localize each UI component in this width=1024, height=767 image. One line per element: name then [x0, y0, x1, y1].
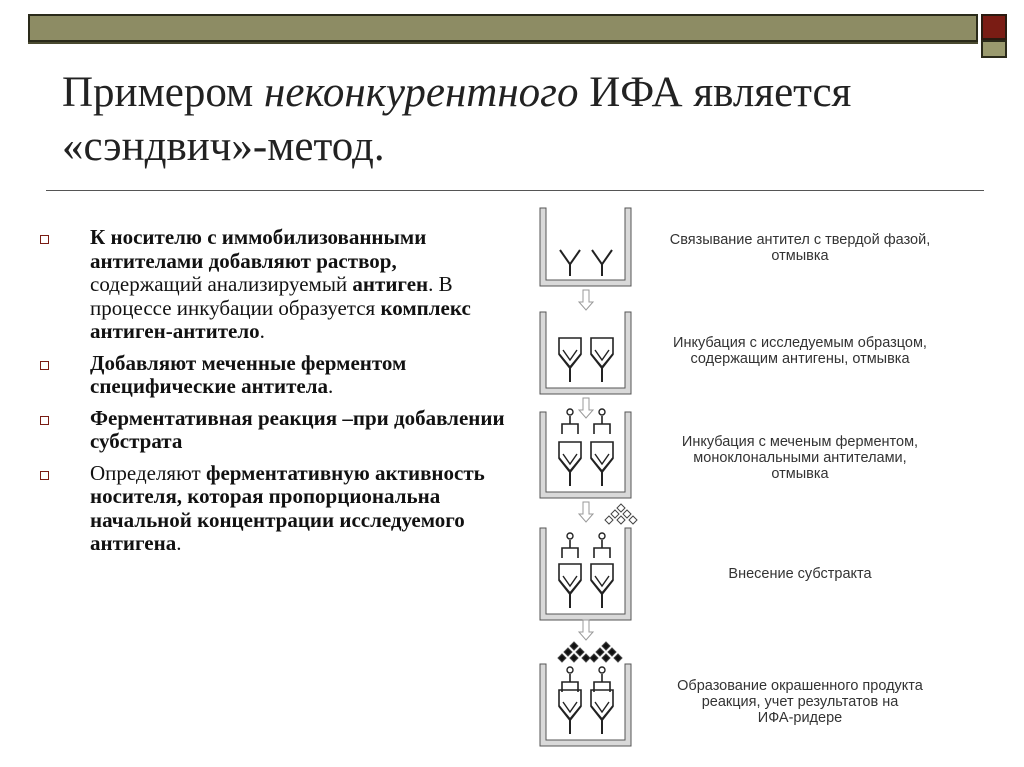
step-5-line-1: Образование окрашенного продукта: [677, 678, 923, 694]
product-diamond-icon: [602, 654, 610, 662]
down-arrow-icon: [579, 620, 593, 640]
bullet-text-segment: . В процессе инкубации образуется: [90, 272, 453, 320]
bullet-text-segment: .: [176, 531, 182, 555]
down-arrow-icon: [579, 290, 593, 310]
bullet-text-segment: .: [259, 319, 265, 343]
bullet-text-segment: К носителю с иммобилизованными антителами добавляют раствор,: [90, 225, 427, 273]
bullet-square-icon: [40, 471, 49, 480]
step-label-1: [640, 232, 960, 264]
bullet-square-icon: [40, 361, 49, 370]
bullet-text-segment: Добавляют меченные ферментом специфические антитела: [90, 350, 407, 398]
product-diamond-icon: [570, 654, 578, 662]
product-diamond-icon: [582, 654, 590, 662]
antigen-inner-icon: [595, 454, 609, 464]
title-line-2: «сэндвич»-метод.: [62, 123, 385, 170]
product-diamond-icon: [576, 648, 584, 656]
antigen-inner-icon: [563, 576, 577, 586]
well-icon: [540, 208, 631, 286]
step-1-line-1: Связывание антител с твердой фазой,: [669, 232, 931, 248]
antigen-inner-icon: [563, 702, 577, 712]
antigen-icon: [591, 690, 613, 719]
product-diamond-icon: [614, 654, 622, 662]
title-part-1: Примером: [62, 69, 265, 116]
title-divider: [46, 190, 984, 191]
product-diamond-icon: [608, 648, 616, 656]
bullet-text-segment: комплекс антиген-антитело: [90, 295, 471, 343]
bullet-text-segment: Определяют: [90, 460, 206, 485]
antigen-icon: [591, 564, 613, 593]
accent-square-red: [981, 14, 1007, 40]
antigen-icon: [591, 338, 613, 367]
antigen-icon: [559, 690, 581, 719]
bullet-item: [36, 352, 506, 399]
step-4-line-1: Внесение субстракта: [728, 566, 872, 582]
enzyme-label-icon: [567, 409, 573, 415]
step-5-line-2: реакция, учет результатов на: [701, 694, 899, 710]
bullet-list: [36, 226, 506, 564]
antigen-inner-icon: [595, 350, 609, 360]
product-diamond-icon: [602, 642, 610, 650]
substrate-diamond-icon: [629, 516, 637, 524]
step-3-line-3: отмывка: [771, 466, 829, 482]
bullet-square-icon: [40, 416, 49, 425]
step-2-line-2: содержащим антигены, отмывка: [690, 351, 910, 367]
antigen-icon: [559, 564, 581, 593]
elisa-diagram: [530, 200, 650, 755]
bullet-text-segment: антиген: [352, 272, 429, 296]
substrate-diamond-icon: [611, 510, 619, 518]
step-2-line-1: Инкубация с исследуемым образцом,: [673, 335, 927, 351]
enzyme-label-icon: [599, 409, 605, 415]
enzyme-label-icon: [567, 667, 573, 673]
step-label-5: [640, 678, 960, 726]
enzyme-label-icon: [599, 533, 605, 539]
bullet-text-segment: ферментативную активность носителя, которая пропорциональна начальной концентрации исследуемого антигена: [90, 460, 485, 555]
antigen-inner-icon: [595, 576, 609, 586]
substrate-diamond-icon: [617, 504, 625, 512]
labeled-antibody-icon: [594, 416, 610, 434]
bullet-text-segment: Ферментативная реакция –при добавлении субстрата: [90, 405, 505, 453]
product-diamond-icon: [590, 654, 598, 662]
antigen-inner-icon: [563, 350, 577, 360]
substrate-diamond-icon: [605, 516, 613, 524]
step-3-line-1: Инкубация с меченым ферментом,: [681, 434, 919, 450]
well-icon: [540, 664, 631, 746]
bullet-item: [36, 407, 506, 454]
antigen-icon: [591, 442, 613, 471]
title-bar-underline: [28, 42, 978, 44]
product-diamond-icon: [564, 648, 572, 656]
substrate-diamond-icon: [623, 510, 631, 518]
bullet-text-segment: .: [328, 374, 334, 398]
antigen-inner-icon: [595, 702, 609, 712]
slide-title: [62, 66, 962, 174]
step-3-line-2: моноклональными антителами,: [693, 450, 907, 466]
well-icon: [540, 412, 631, 498]
substrate-diamond-icon: [617, 516, 625, 524]
title-part-2: неконкурентного: [264, 69, 579, 116]
bullet-square-icon: [40, 235, 49, 244]
antigen-inner-icon: [563, 454, 577, 464]
bullet-item: [36, 462, 506, 556]
antibody-icon: [560, 250, 580, 276]
labeled-antibody-icon: [562, 540, 578, 558]
bullet-item: [36, 226, 506, 344]
step-label-3: [640, 434, 960, 482]
bullet-text-segment: содержащий анализируемый: [90, 272, 353, 296]
well-icon: [540, 528, 631, 620]
enzyme-label-icon: [567, 533, 573, 539]
antigen-icon: [559, 338, 581, 367]
labeled-antibody-icon: [594, 540, 610, 558]
well-icon: [540, 312, 631, 394]
step-5-line-3: ИФА-ридере: [757, 710, 843, 726]
title-bar-decoration: [28, 14, 978, 42]
down-arrow-icon: [579, 502, 593, 522]
product-diamond-icon: [570, 642, 578, 650]
enzyme-label-icon: [599, 667, 605, 673]
step-label-4: [640, 566, 960, 582]
title-part-3: ИФА является: [578, 69, 852, 116]
down-arrow-icon: [579, 398, 593, 418]
antigen-icon: [559, 442, 581, 471]
step-1-line-2: отмывка: [771, 248, 829, 264]
antibody-icon: [592, 250, 612, 276]
product-diamond-icon: [558, 654, 566, 662]
labeled-antibody-icon: [562, 416, 578, 434]
accent-square-olive: [981, 40, 1007, 58]
product-diamond-icon: [596, 648, 604, 656]
step-label-2: [640, 335, 960, 367]
